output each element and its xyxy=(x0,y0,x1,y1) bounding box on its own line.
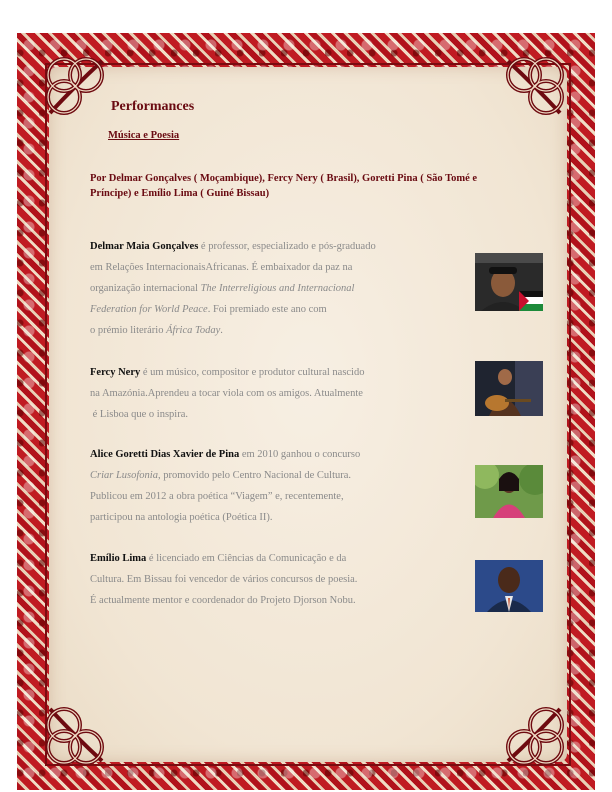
celtic-knot-icon xyxy=(502,53,568,119)
person-name: Emílio Lima xyxy=(90,553,147,564)
photo-fercy xyxy=(475,361,543,416)
bio-goretti xyxy=(90,444,435,528)
celtic-knot-icon xyxy=(42,703,108,769)
bio-text: é um músico, compositor e produtor cultural nascido xyxy=(140,367,365,378)
bio-text: é professor, especializado e pós-graduado xyxy=(198,241,376,252)
bio-line xyxy=(90,444,435,465)
bio-line: Cultura. Em Bissau foi vencedor de vários concursos de poesia. xyxy=(90,574,358,585)
photo-delmar xyxy=(475,253,543,311)
person-name: Delmar Maia Gonçalves xyxy=(90,241,199,252)
bio-line xyxy=(90,320,435,341)
photo-goretti xyxy=(475,465,543,518)
bio-line xyxy=(90,548,435,569)
person-name: Fercy Nery xyxy=(90,367,141,378)
bio-text-italic: The Interreligious and Internacional xyxy=(200,283,355,294)
person-name: Alice Goretti Dias Xavier de Pina xyxy=(90,449,240,460)
bio-text-italic: Criar Lusofonia xyxy=(90,470,158,481)
section-subtitle: Música e Poesia xyxy=(108,130,180,141)
bio-line: na Amazónia.Aprendeu a tocar viola com os amigos. Atualmente xyxy=(90,388,363,399)
bio-line xyxy=(90,236,435,257)
bio-text-italic: Federation for World Peace xyxy=(90,304,208,315)
bio-delmar xyxy=(90,236,435,341)
bio-line xyxy=(90,299,435,320)
bio-emilio xyxy=(90,548,435,611)
celtic-knot-icon xyxy=(502,703,568,769)
bio-line: é Lisboa que o inspira. xyxy=(90,409,188,420)
photo-emilio xyxy=(475,560,543,612)
bio-line xyxy=(90,465,435,486)
bio-text: . Foi premiado este ano com xyxy=(207,304,327,315)
bio-fercy xyxy=(90,362,435,425)
bio-text: é licenciado em Ciências da Comunicação e da xyxy=(146,553,347,564)
bio-text: o prémio literário xyxy=(90,325,167,336)
celtic-knot-icon xyxy=(42,53,108,119)
bio-line: em Relações InternacionaisAfricanas. É embaixador da paz na xyxy=(90,262,353,273)
bio-line xyxy=(90,362,435,383)
bio-text: . xyxy=(220,325,223,336)
bio-text: em 2010 ganhou o concurso xyxy=(239,449,361,460)
bio-text: organização internacional xyxy=(90,283,201,294)
bio-text-italic: África Today xyxy=(166,325,221,336)
bio-line xyxy=(90,278,435,299)
intro-paragraph: Por Delmar Gonçalves ( Moçambique), Fercy Nery ( Brasil), Goretti Pina ( São Tomé e Príncipe) e Emílio Lima ( Guiné Bissau) xyxy=(90,173,478,199)
bio-line: Publicou em 2012 a obra poética “Viagem” e, recentemente, xyxy=(90,491,344,502)
bio-text: , promovido pelo Centro Nacional de Cultura. xyxy=(157,470,352,481)
bio-line: participou na antologia poética (Poética II). xyxy=(90,512,273,523)
bio-line: É actualmente mentor e coordenador do Projeto Djorson Nobu. xyxy=(90,595,356,606)
page-title: Performances xyxy=(111,99,195,114)
